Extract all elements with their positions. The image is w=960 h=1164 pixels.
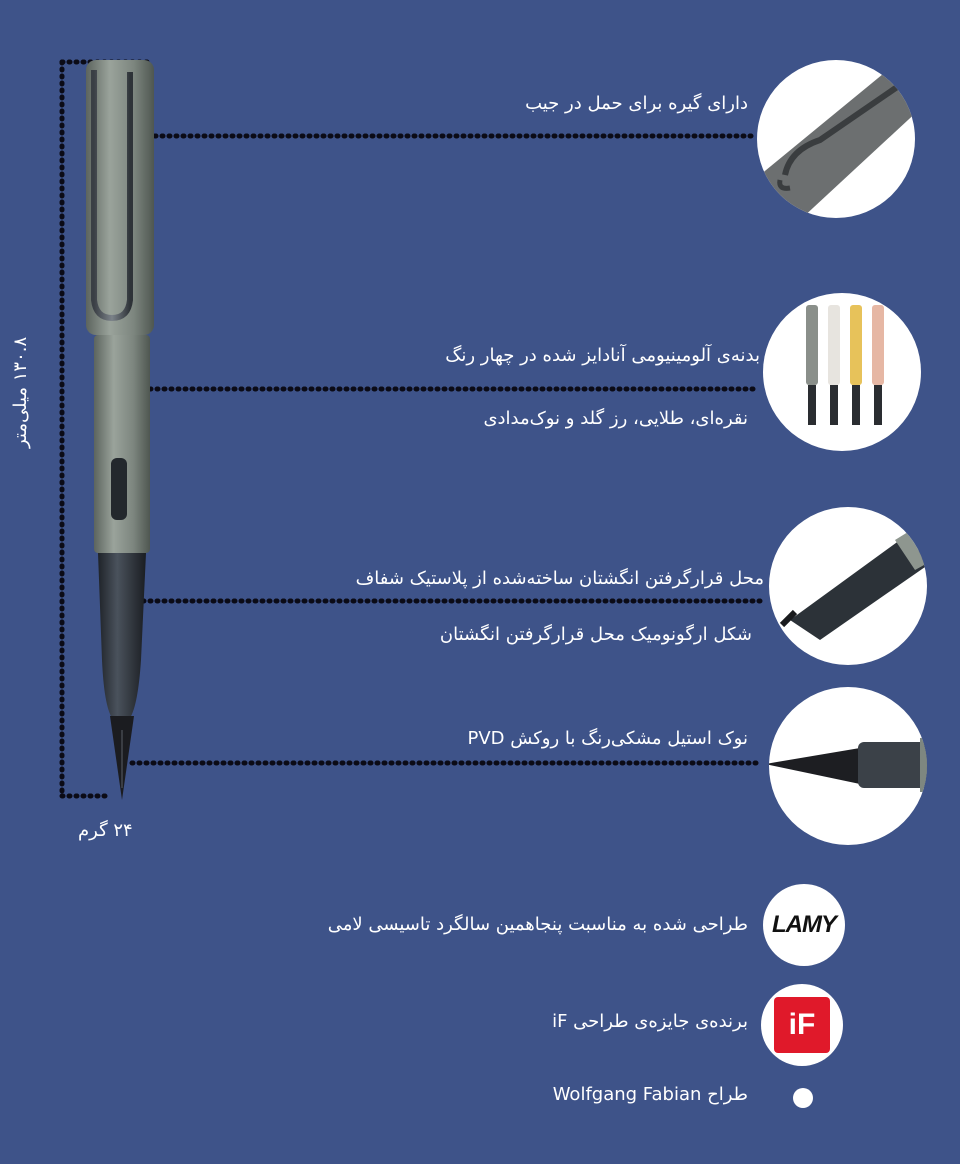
lamy-logo-badge xyxy=(763,884,845,966)
if-logo: iF xyxy=(774,997,830,1053)
nib-detail-image xyxy=(765,687,960,845)
lamy-logo: LAMY xyxy=(772,911,836,938)
feature-clip-text: دارای گیره برای حمل در جیب xyxy=(525,93,748,114)
weight-label: ۲۴ گرم xyxy=(78,820,133,841)
feature-nib-text: نوک استیل مشکی‌رنگ با روکش PVD xyxy=(467,728,748,749)
length-label: ۱۳۰.۸ میلی‌متر xyxy=(10,336,31,448)
four-colors-image xyxy=(763,293,921,451)
pen xyxy=(86,60,154,800)
designer-text: طراح Wolfgang Fabian xyxy=(552,1084,748,1105)
designer-bullet-icon xyxy=(793,1088,813,1108)
feature-grip-text: محل قرارگرفتن انگشتان ساخته‌شده از پلاستیک شفاف xyxy=(355,568,764,589)
feature-body-text: بدنه‌ی آلومینیومی آنادایز شده در چهار رنگ xyxy=(445,345,760,366)
anniversary-text: طراحی شده به مناسبت پنجاهمین سالگرد تاسیسی لامی xyxy=(327,914,748,935)
feature-grip-subtext: شکل ارگونومیک محل قرارگرفتن انگشتان xyxy=(439,624,752,645)
clip-detail-image xyxy=(757,60,935,220)
if-logo-badge xyxy=(761,984,843,1066)
feature-body-subtext: نقره‌ای، طلایی، رز گلد و نوک‌مدادی xyxy=(483,408,748,429)
grip-detail-image xyxy=(769,500,960,665)
if-award-text: برنده‌ی جایزه‌ی طراحی iF xyxy=(552,1011,748,1032)
